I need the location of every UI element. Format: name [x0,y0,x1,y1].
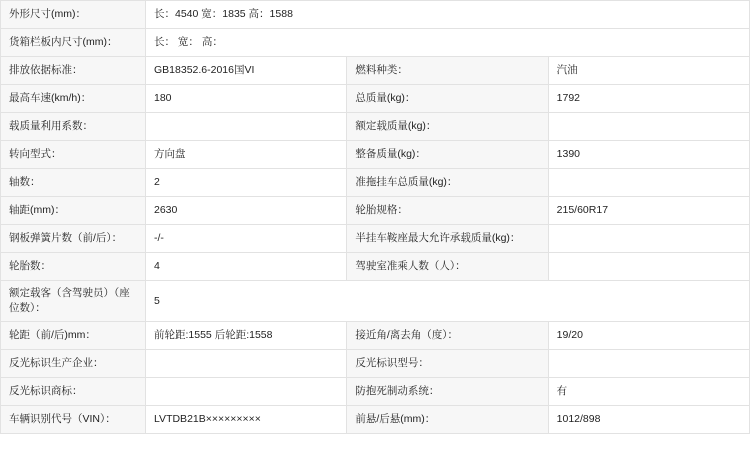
row-value-secondary: 1390 [548,141,749,169]
row-value-secondary [548,350,749,378]
row-label: 轴距(mm)： [1,197,146,225]
row-label: 载质量利用系数： [1,113,146,141]
row-label: 轮距（前/后)mm： [1,322,146,350]
row-label: 轴数： [1,169,146,197]
row-value: LVTDB21B××××××××× [146,406,347,434]
row-value-secondary: 1792 [548,85,749,113]
table-row [1,197,750,225]
row-value: 前轮距:1555 后轮距:1558 [146,322,347,350]
row-label-secondary: 整备质量(kg)： [347,141,548,169]
row-label: 最高车速(km/h)： [1,85,146,113]
row-value: GB18352.6-2016国VI [146,57,347,85]
row-label-secondary: 额定载质量(kg)： [347,113,548,141]
row-value-secondary [548,113,749,141]
table-row [1,406,750,434]
table-row [1,85,750,113]
row-value [146,350,347,378]
row-value: 长： 宽： 高： [146,29,750,57]
row-value: 长：4540 宽：1835 高：1588 [146,1,750,29]
row-label-secondary: 燃料种类： [347,57,548,85]
table-row [1,1,750,29]
table-row [1,378,750,406]
row-value: 2630 [146,197,347,225]
table-row [1,57,750,85]
row-label: 转向型式： [1,141,146,169]
row-label: 排放依据标准： [1,57,146,85]
row-label: 额定载客（含驾驶员）（座位数）： [1,281,146,322]
table-row [1,350,750,378]
row-value-secondary [548,253,749,281]
row-label-secondary: 接近角/离去角（度）： [347,322,548,350]
row-value [146,378,347,406]
row-value [146,113,347,141]
row-value-secondary: 汽油 [548,57,749,85]
row-label-secondary: 总质量(kg)： [347,85,548,113]
row-label-secondary: 半挂车鞍座最大允许承载质量(kg)： [347,225,548,253]
row-label: 外形尺寸(mm)： [1,1,146,29]
table-row [1,29,750,57]
row-label: 反光标识商标： [1,378,146,406]
row-value: 2 [146,169,347,197]
row-label: 反光标识生产企业： [1,350,146,378]
row-label-secondary: 轮胎规格： [347,197,548,225]
row-value: 5 [146,281,750,322]
row-value-secondary: 215/60R17 [548,197,749,225]
row-label: 钢板弹簧片数（前/后）： [1,225,146,253]
row-value-secondary: 1012/898 [548,406,749,434]
table-row [1,253,750,281]
row-label-secondary: 前悬/后悬(mm)： [347,406,548,434]
row-value-secondary [548,225,749,253]
table-row [1,322,750,350]
row-value: -/- [146,225,347,253]
table-row [1,113,750,141]
row-value-secondary: 19/20 [548,322,749,350]
row-value-secondary: 有 [548,378,749,406]
table-row [1,281,750,322]
row-value: 4 [146,253,347,281]
row-value: 方向盘 [146,141,347,169]
row-label-secondary: 防抱死制动系统： [347,378,548,406]
row-label-secondary: 反光标识型号： [347,350,548,378]
row-label-secondary: 驾驶室准乘人数（人）： [347,253,548,281]
row-label: 货箱栏板内尺寸(mm)： [1,29,146,57]
row-label-secondary: 准拖挂车总质量(kg)： [347,169,548,197]
row-label: 轮胎数： [1,253,146,281]
table-row [1,225,750,253]
row-label: 车辆识别代号（VIN）： [1,406,146,434]
row-value-secondary [548,169,749,197]
table-row [1,141,750,169]
table-row [1,169,750,197]
spec-table-body [1,1,750,434]
row-value: 180 [146,85,347,113]
